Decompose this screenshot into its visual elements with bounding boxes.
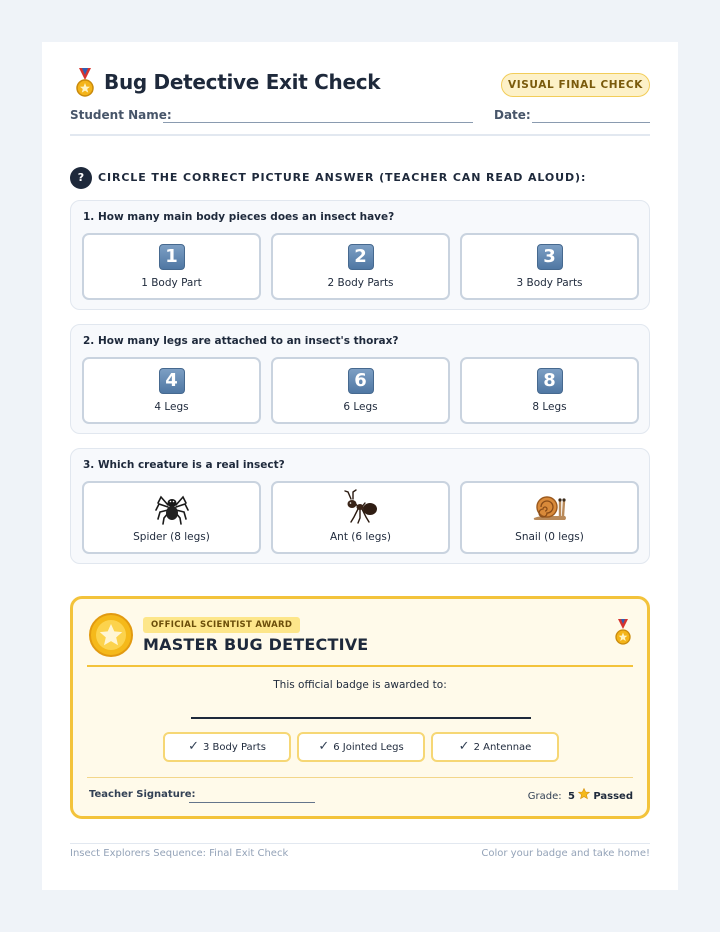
check-pill-antennae <box>431 732 559 762</box>
keycap-1-icon: 1 <box>159 244 185 270</box>
option-label: 6 Legs <box>343 401 378 413</box>
grade-status: Passed <box>593 791 633 802</box>
keycap-4-icon: 4 <box>159 368 185 394</box>
ant-icon <box>343 489 379 525</box>
award-divider-bottom <box>87 777 633 778</box>
answer-option-3-body-parts[interactable] <box>460 233 639 300</box>
section-heading <box>70 167 650 189</box>
footer-instruction-text: Color your badge and take home! <box>481 848 650 859</box>
awarded-to-text: This official badge is awarded to: <box>273 679 447 691</box>
answer-option-4-legs[interactable] <box>82 357 261 424</box>
question-text: 2. How many legs are attached to an insect's thorax? <box>83 335 399 347</box>
award-divider <box>87 665 633 667</box>
checkmark-icon: ✓ <box>318 739 330 754</box>
answer-option-spider[interactable] <box>82 481 261 554</box>
answer-option-1-body-part[interactable] <box>82 233 261 300</box>
answer-option-snail[interactable] <box>460 481 639 554</box>
option-label: Snail (0 legs) <box>515 531 584 543</box>
teacher-signature-field[interactable] <box>189 802 315 803</box>
check-label: 3 Body Parts <box>202 742 266 753</box>
checkmark-icon: ✓ <box>188 739 199 754</box>
footer-sequence-text: Insect Explorers Sequence: Final Exit Check <box>70 848 289 859</box>
option-label: 8 Legs <box>532 401 567 413</box>
date-label: Date: <box>494 108 531 122</box>
answer-option-ant[interactable] <box>271 481 450 554</box>
option-label: Spider (8 legs) <box>133 531 210 543</box>
option-label: 2 Body Parts <box>327 277 394 289</box>
check-pill-jointed-legs <box>297 732 425 762</box>
checkmark-icon: ✓ <box>458 739 470 754</box>
check-label: 2 Antennae <box>473 742 532 753</box>
award-tag: OFFICIAL SCIENTIST AWARD <box>143 617 300 633</box>
option-label: 1 Body Part <box>141 277 202 289</box>
question-card-3 <box>70 448 650 564</box>
keycap-3-icon: 3 <box>537 244 563 270</box>
question-text: 3. Which creature is a real insect? <box>83 459 285 471</box>
awardee-name-field[interactable] <box>191 717 531 719</box>
keycap-2-icon: 2 <box>348 244 374 270</box>
teacher-signature-label: Teacher Signature: <box>89 789 196 800</box>
grade-label: Grade: <box>527 791 562 802</box>
answer-option-2-body-parts[interactable] <box>271 233 450 300</box>
question-mark-icon: ? <box>70 167 92 189</box>
snail-icon <box>532 489 568 523</box>
footer-divider <box>70 843 650 844</box>
spider-icon <box>155 489 189 525</box>
keycap-6-icon: 6 <box>348 368 374 394</box>
answer-option-8-legs[interactable] <box>460 357 639 424</box>
award-title: MASTER BUG DETECTIVE <box>143 635 369 654</box>
medal-icon <box>70 68 100 100</box>
page-title: Bug Detective Exit Check <box>104 70 381 94</box>
star-badge-icon <box>89 613 133 657</box>
option-label: 4 Legs <box>154 401 189 413</box>
check-label: 6 Jointed Legs <box>333 742 404 753</box>
student-info-row <box>70 106 650 128</box>
question-card-2 <box>70 324 650 434</box>
star-icon <box>578 788 590 800</box>
keycap-8-icon: 8 <box>537 368 563 394</box>
grade-value: 5 <box>568 791 575 802</box>
question-card-1 <box>70 200 650 310</box>
answer-option-6-legs[interactable] <box>271 357 450 424</box>
check-pill-body-parts <box>163 732 291 762</box>
option-label: 3 Body Parts <box>516 277 583 289</box>
question-text: 1. How many main body pieces does an insect have? <box>83 211 395 223</box>
header-divider <box>70 134 650 136</box>
section-title: CIRCLE THE CORRECT PICTURE ANSWER (TEACHER CAN READ ALOUD): <box>98 171 587 184</box>
medal-icon <box>612 619 634 647</box>
student-name-label: Student Name: <box>70 108 172 122</box>
date-field[interactable] <box>532 122 650 123</box>
student-name-field[interactable] <box>163 122 473 123</box>
option-label: Ant (6 legs) <box>329 531 392 543</box>
award-badge <box>70 596 650 819</box>
visual-final-check-badge: VISUAL FINAL CHECK <box>501 73 650 97</box>
worksheet-page <box>42 42 678 890</box>
grade-display <box>528 788 633 802</box>
